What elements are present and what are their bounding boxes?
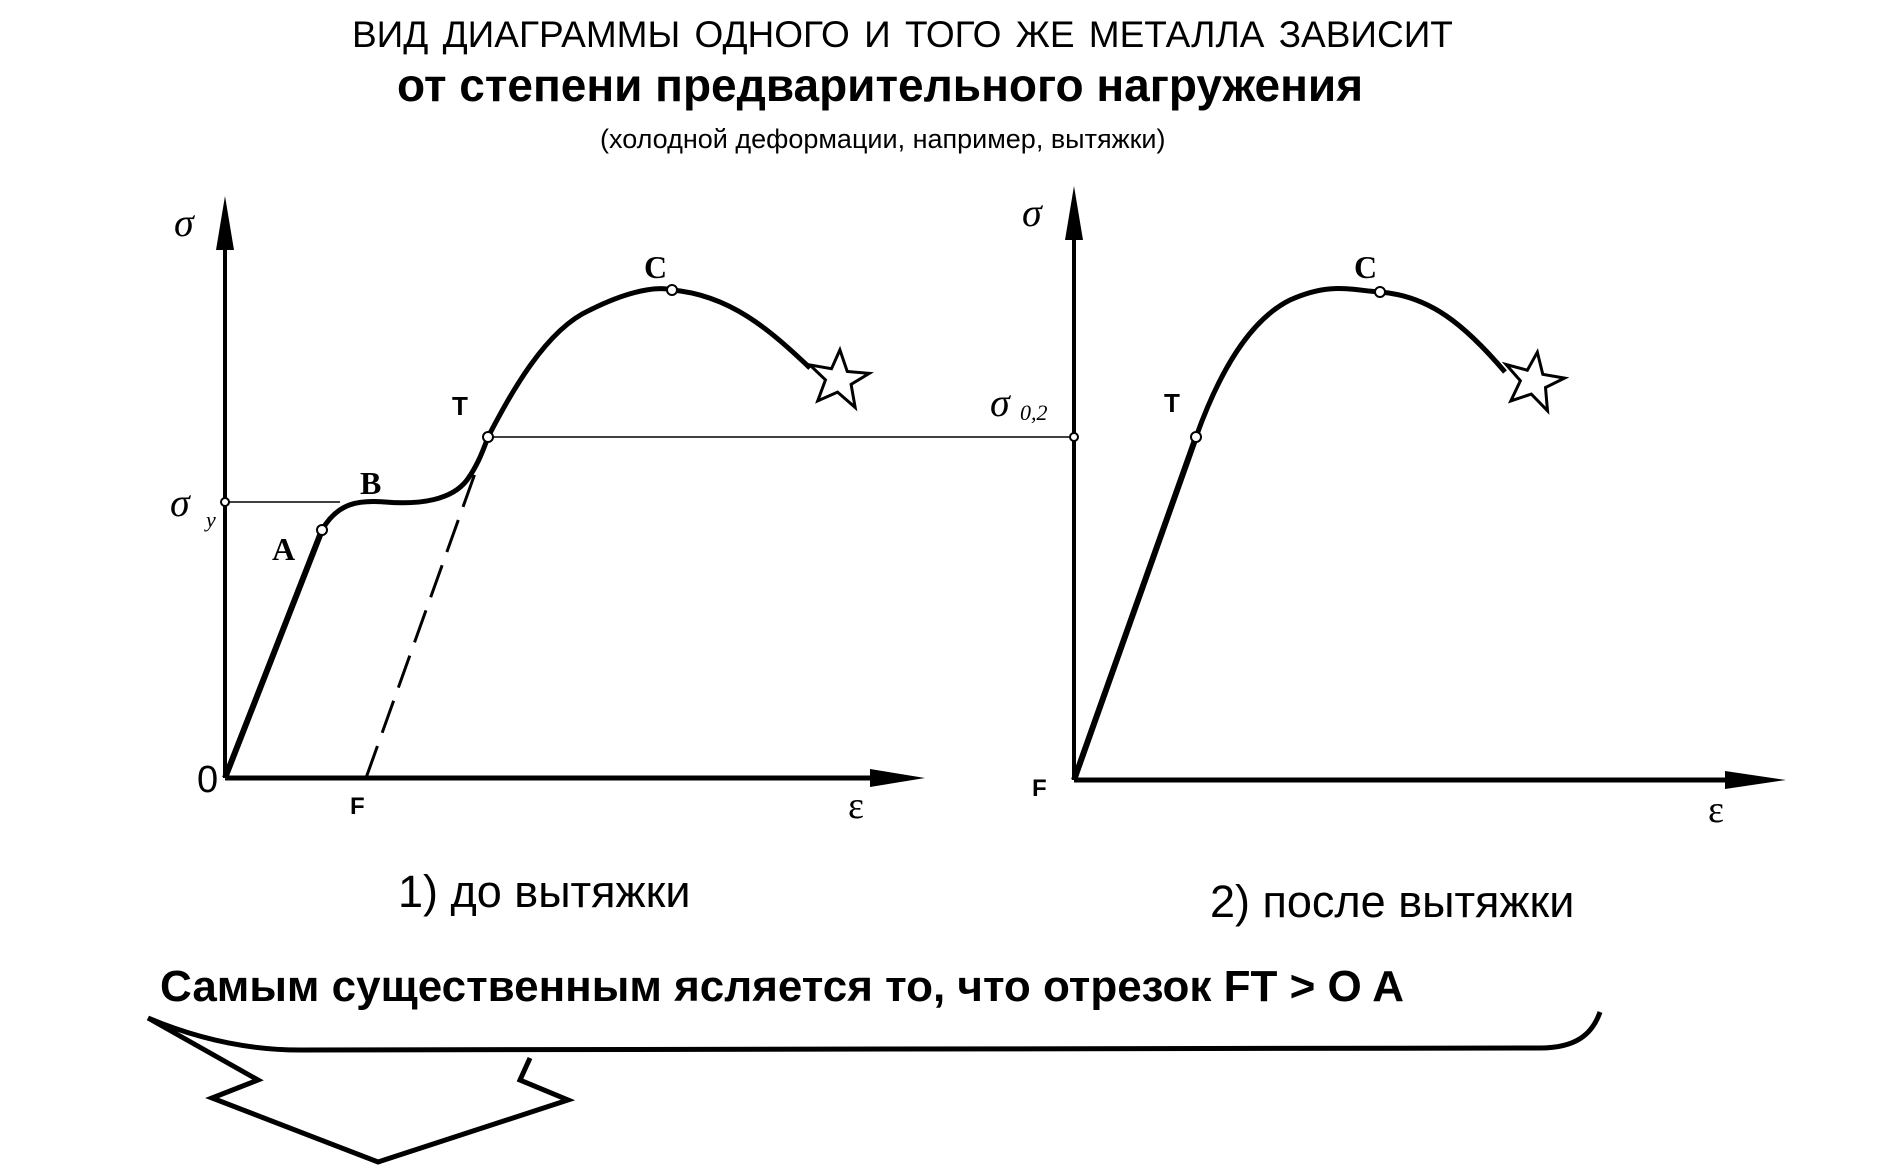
- right-label-c: C: [1354, 249, 1378, 285]
- conclusion-text: Самым существенным ясляется то, что отрезок FT > O A: [160, 962, 1405, 1011]
- right-stress-curve: [1196, 289, 1505, 438]
- conclusion-brace: [148, 1012, 1600, 1050]
- left-diagram: [170, 196, 1074, 827]
- right-y-axis-label: σ: [1022, 190, 1042, 235]
- right-origin-label: F: [1032, 775, 1047, 802]
- left-x-axis-arrow-icon: [870, 769, 925, 787]
- left-stress-curve: [322, 289, 810, 530]
- left-label-f: F: [350, 793, 365, 820]
- left-x-axis-label: ε: [848, 785, 864, 827]
- right-sigma-02-point: [1070, 433, 1078, 441]
- left-elastic-segment: [225, 530, 322, 778]
- left-point-t: [483, 432, 493, 442]
- right-point-c: [1375, 287, 1385, 297]
- left-sigma-y-label: σ: [170, 480, 190, 525]
- title-line-2: от степени предварительного нагружения: [397, 59, 1364, 111]
- right-label-t: T: [1164, 388, 1180, 418]
- right-x-axis-arrow-icon: [1725, 771, 1786, 789]
- label-a: A: [272, 531, 296, 567]
- left-y-axis-arrow-icon: [216, 196, 234, 250]
- left-label-t: T: [452, 391, 468, 421]
- right-point-t: [1191, 432, 1201, 442]
- right-diagram: [990, 186, 1786, 831]
- left-origin-label: 0: [197, 759, 219, 801]
- title-line-1: ВИД ДИАГРАММЫ ОДНОГО И ТОГО ЖЕ МЕТАЛЛА ЗАВИСИТ: [352, 14, 1453, 55]
- title-line-3: (холодной деформации, например, вытяжки): [600, 124, 1166, 154]
- right-sigma-02-subscript: 0,2: [1020, 400, 1048, 425]
- right-y-axis-arrow-icon: [1065, 186, 1083, 240]
- right-fracture-star-icon: [1497, 345, 1569, 413]
- right-sigma-02-label: σ: [990, 380, 1010, 425]
- label-b: B: [360, 465, 382, 501]
- right-x-axis-label: ε: [1708, 789, 1724, 831]
- left-label-c: C: [644, 249, 668, 285]
- right-elastic-segment: [1074, 437, 1196, 780]
- left-unloading-dashed-line: [366, 437, 488, 778]
- caption-left: 1) до вытяжки: [398, 866, 691, 917]
- left-sigma-y-subscript: у: [206, 507, 216, 532]
- point-a: [317, 525, 327, 535]
- left-y-axis-label: σ: [174, 200, 194, 245]
- left-sigma-y-point: [221, 498, 229, 506]
- left-point-c: [667, 285, 677, 295]
- left-fracture-star-icon: [804, 345, 872, 409]
- caption-right: 2) после вытяжки: [1210, 876, 1575, 927]
